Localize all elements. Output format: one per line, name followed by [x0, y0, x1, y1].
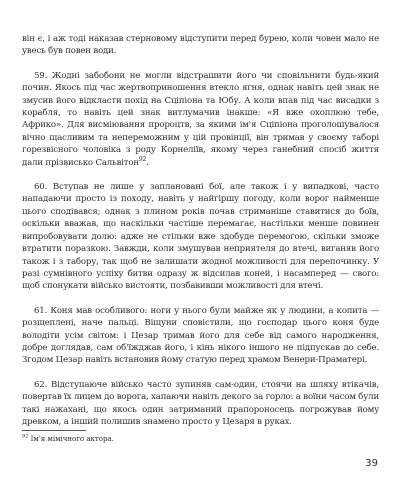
footnote-ref-92: 92: [138, 155, 147, 163]
page-body: [22, 33, 379, 428]
paragraph-continuation: він є, і аж тоді наказав стерновому відступити перед бурею, коли човен мало не увесь був повен води.: [22, 34, 379, 57]
page-number: 39: [365, 458, 378, 469]
paragraph-60: 60. Вступав не лише у заплановані бої, але також і у випадкові, часто нападаючи просто із походу, навіть у найгіршу погоду, коли ворог найменше цього сподівався; однак з плином років почав стриманіше ставитися до боїв, оскільки вважав, що наскільки частіше перемагає, настільки менше повинен випробовувати долю: адже не стільки вже здобуде перемогою, скільки зможе втратити поразкою. Завжди, коли змушував неприятеля до втечі, виганяв його також і з табору, так щоб не залишати жодної можливості для перепочинку. У разі сумнівного успіху битви одразу ж відсилав коней, і насамперед — свого: щоб спонукати військо вистояти, позбавивши можливості для втечі.: [22, 182, 379, 292]
footnote-text: Ім'я мімічного актора.: [30, 435, 114, 443]
paragraph-62: 62. Відступаюче військо часто зупиняв сам-один, стоячи на шляху втікачів, повертав їх лицем до ворога, хапаючи навіть декого за горло: а воїни часом були такі нажахані, що якось один затриманий прапороносець погрожував йому древком, а інший полишив знамено просто у Цезаря в руках.: [22, 379, 379, 427]
paragraph-59-end: .: [146, 157, 149, 168]
paragraph-61: 61. Коня мав особливого: ноги у нього були майже як у людини, а копита — розщеплені, наче пальці. Віщуни сповістили, що господар цього коня буде володіти усім світом: і Цезар тримав його для себе від самого народження, добре доглядав, сам об'їжджав його, і кінь нікого іншого не підпускав до себе. Згодом Цезар навіть встановив йому статую перед храмом Венери-Праматері.: [22, 305, 379, 366]
footnote: [22, 434, 114, 444]
footnote-number: 92: [22, 433, 29, 440]
paragraph-59-text: 59. Жодні забобони не могли відстрашити його чи сповільнити будь-який почин. Якось під час жертвоприношення втекло ягня, однак навіть цей знак не змусив його відкласти похід на Сціпіона та Юбу. А коли впав під час висадки з корабля, то навіть цей знак витлумачив інакше: «Я вже охоплюю тебе, Африко». Для висміювання пророцтв, за якими ім'я Сціпіона проголошувалося вічно щасливим та непереможним у цій провінції, він тримав у своєму таборі горезвісного чоловіка з роду Корнеліїв, якому через ганебний спосіб життя дали прізвисько Сальвітон: [22, 70, 379, 168]
paragraph-59: [22, 70, 379, 169]
footnote-divider: [22, 430, 86, 431]
